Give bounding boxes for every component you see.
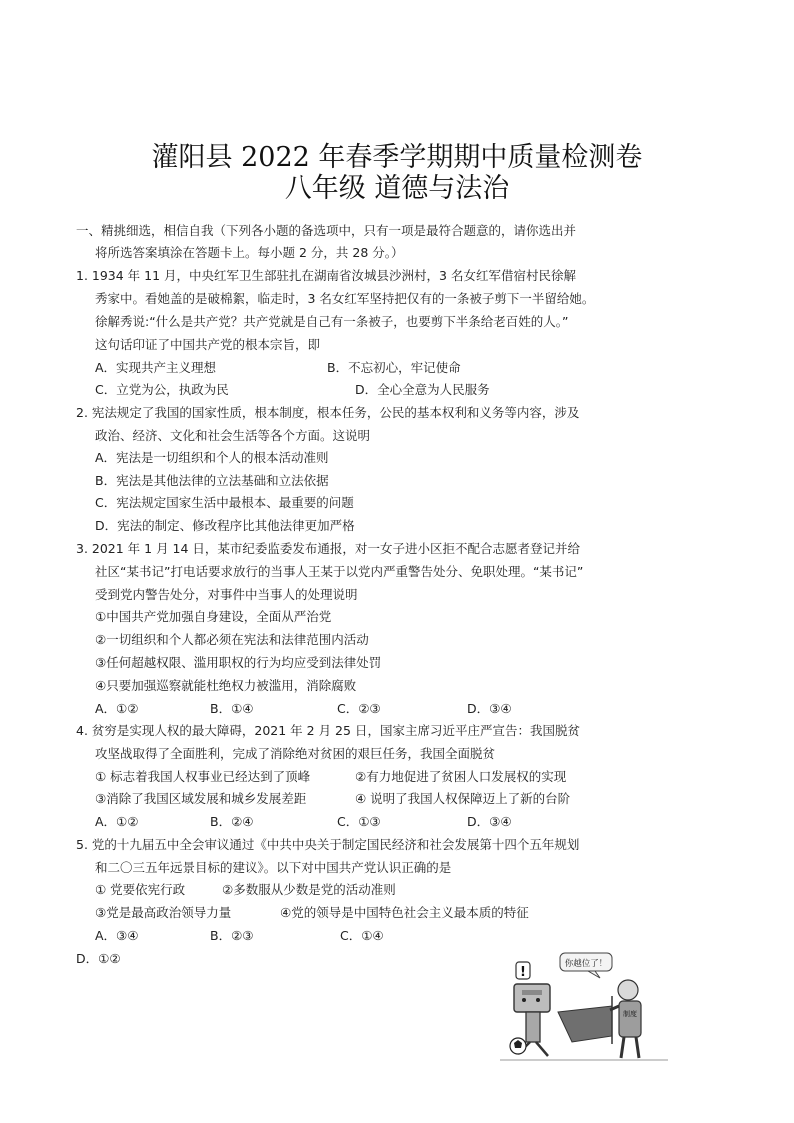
q5-option-a: A．③④ <box>95 928 139 943</box>
q3-option-d: D．③④ <box>467 701 512 716</box>
exclamation-mark: ! <box>520 965 526 980</box>
q2-option-c: C．宪法规定国家生活中最根本、最重要的问题 <box>95 495 354 510</box>
exam-subtitle: 八年级 道德与法治 <box>284 173 510 204</box>
q1-option-a: A．实现共产主义理想 <box>95 360 217 375</box>
q4-option-a: A．①② <box>95 814 139 829</box>
q1-option-b: B．不忘初心，牢记使命 <box>327 360 461 375</box>
q2-stem-line2: 政治、经济、文化和社会生活等各个方面。这说明 <box>95 428 371 443</box>
q2-stem-line1: 2. 宪法规定了我国的国家性质，根本制度，根本任务，公民的基本权利和义务等内容，涉及 <box>76 405 580 420</box>
exam-title: 灌阳县 2022 年春季学期期中质量检测卷 <box>151 142 643 173</box>
q3-statement-4: ④只要加强巡察就能杜绝权力被滥用，消除腐败 <box>95 678 357 693</box>
q2-option-d: D．宪法的制定、修改程序比其他法律更加严格 <box>95 518 355 533</box>
q1-option-c: C．立党为公，执政为民 <box>95 382 229 397</box>
q1-stem-line3: 徐解秀说:“什么是共产党？共产党就是自己有一条被子，也要剪下半条给老百姓的人。” <box>95 314 569 329</box>
q3-stem-line3: 受到党内警告处分，对事件中当事人的处理说明 <box>95 587 358 602</box>
q5-stem-line1: 5. 党的十九届五中全会审议通过《中共中央关于制定国民经济和社会发展第十四个五年规划 <box>76 837 580 852</box>
bubble-text: 你越位了！ <box>564 959 608 969</box>
q2-option-b: B．宪法是其他法律的立法基础和立法依据 <box>95 473 329 488</box>
q5-statement-4: ④党的领导是中国特色社会主义最本质的特征 <box>280 905 529 920</box>
q4-option-d: D．③④ <box>467 814 512 829</box>
cartoon-illustration <box>500 950 668 1062</box>
q5-stem-line2: 和二〇三五年远景目标的建议》。以下对中国共产党认识正确的是 <box>95 860 452 875</box>
q4-statement-1: ① 标志着我国人权事业已经达到了顶峰 <box>95 769 311 784</box>
q5-option-b: B．②③ <box>210 928 254 943</box>
q4-statement-3: ③消除了我国区域发展和城乡发展差距 <box>95 791 307 806</box>
q3-option-a: A．①② <box>95 701 139 716</box>
q3-stem-line1: 3. 2021 年 1 月 14 日，某市纪委监委发布通报，对一女子进小区拒不配合志愿者登记并给 <box>76 541 580 556</box>
q4-option-b: B．②④ <box>210 814 254 829</box>
q4-stem-line1: 4. 贫穷是实现人权的最大障碍，2021 年 2 月 25 日，国家主席习近平庄严宣告：我国脱贫 <box>76 723 580 738</box>
q4-statement-4: ④ 说明了我国人权保障迈上了新的台阶 <box>355 791 571 806</box>
q2-option-a: A．宪法是一切组织和个人的根本活动准则 <box>95 450 329 465</box>
q1-stem-line1: 1. 1934 年 11 月，中央红军卫生部驻扎在湖南省汝城县沙洲村，3 名女红军借宿村民徐解 <box>76 268 576 283</box>
q4-stem-line2: 攻坚战取得了全面胜利，完成了消除绝对贫困的艰巨任务，我国全面脱贫 <box>95 746 496 761</box>
q3-stem-line2: 社区“某书记”打电话要求放行的当事人王某于以党内严重警告处分、免职处理。“某书记” <box>95 564 584 579</box>
q3-option-c: C．②③ <box>337 701 381 716</box>
q1-stem-line2: 秀家中。看她盖的是破棉絮，临走时，3 名女红军坚持把仅有的一条被子剪下一半留给她。 <box>95 291 595 306</box>
q3-statement-2: ②一切组织和个人都必须在宪法和法律范围内活动 <box>95 632 369 647</box>
q5-option-c: C．①④ <box>340 928 384 943</box>
q5-option-d: D．①② <box>76 951 121 966</box>
q1-stem-line4: 这句话印证了中国共产党的根本宗旨，即 <box>95 337 321 352</box>
q3-statement-3: ③任何超越权限、滥用职权的行为均应受到法律处罚 <box>95 655 382 670</box>
section-instruction-line1: 一、精挑细选，相信自我（下列各小题的备选项中，只有一项是最符合题意的，请你选出并 <box>76 223 577 238</box>
q5-statement-3: ③党是最高政治领导力量 <box>95 905 232 920</box>
q3-option-b: B．①④ <box>210 701 254 716</box>
q1-option-d: D．全心全意为人民服务 <box>355 382 490 397</box>
referee-head <box>618 980 638 1000</box>
q5-statement-2: ②多数服从少数是党的活动准则 <box>222 882 396 897</box>
q4-statement-2: ②有力地促进了贫困人口发展权的实现 <box>355 769 567 784</box>
q4-option-c: C．①③ <box>337 814 381 829</box>
section-instruction-line2: 将所选答案填涂在答题卡上。每小题 2 分，共 28 分。） <box>95 245 404 260</box>
referee-badge: 制度 <box>623 1010 637 1018</box>
q5-statement-1: ① 党要依宪行政 <box>95 882 186 897</box>
q3-statement-1: ①中国共产党加强自身建设，全面从严治党 <box>95 609 332 624</box>
